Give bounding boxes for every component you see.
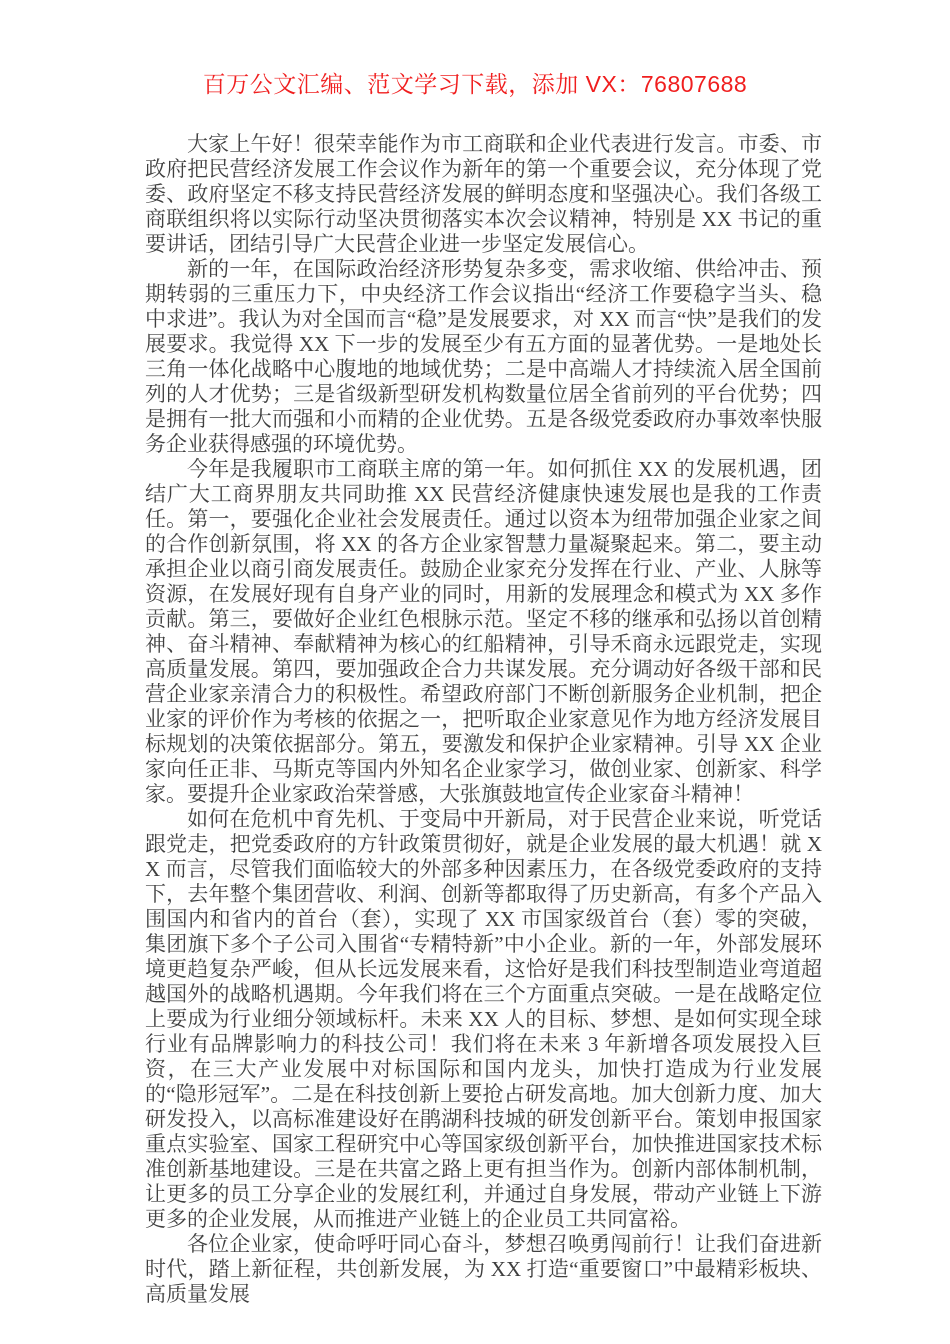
body-paragraph-5: 各位企业家，使命呼吁同心奋斗，梦想召唤勇闯前行！让我们奋进新时代，踏上新征程，共创新发展，为 XX 打造“重要窗口”中最精彩板块、高质量发展	[145, 1232, 822, 1306]
body-paragraph-4: 如何在危机中育先机、于变局中开新局，对于民营企业来说，听党话跟党走，把党委政府的方针政策贯彻好，就是企业发展的最大机遇！就 XX 而言，尽管我们面临较大的外部多种因素压力，在各级党委政府的支持下，去年整个集团营收、利润、创新等都取得了历史新高，有多个产品入围国内和省内的首台（套），实现了 XX 市国家级首台（套）零的突破，集团旗下多个子公司入围省“专精特新”中小企业。新的一年，外部发展环境更趋复杂严峻，但从长远发展来看，这恰好是我们科技型制造业弯道超越国外的战略机遇期。今年我们将在三个方面重点突破。一是在战略定位上要成为行业细分领域标杆。未来 XX 人的目标、梦想、是如何实现全球行业有品牌影响力的科技公司！我们将在未来 3 年新增各项发展投入巨资，在三大产业发展中对标国际和国内龙头，加快打造成为行业发展的“隐形冠军”。二是在科技创新上要抢占研发高地。加大创新力度、加大研发投入，以高标准建设好在鹃湖科技城的研发创新平台。策划申报国家重点实验室、国家工程研究中心等国家级创新平台，加快推进国家技术标准创新基地建设。三是在共富之路上更有担当作为。创新内部体制机制，让更多的员工分享企业的发展红利，并通过自身发展，带动产业链上下游更多的企业发展，从而推进产业链上的企业员工共同富裕。	[145, 807, 822, 1231]
document-body	[0, 99, 950, 1307]
promo-header-text: 百万公文汇编、范文学习下载，添加 VX：76807688	[202, 71, 748, 97]
body-paragraph-3: 今年是我履职市工商联主席的第一年。如何抓住 XX 的发展机遇，团结广大工商界朋友共同助推 XX 民营经济健康快速发展也是我的工作责任。第一，要强化企业社会发展责任。通过以资本为纽带加强企业家之间的合作创新氛围，将 XX 的各方企业家智慧力量凝聚起来。第二，要主动承担企业以商引商发展责任。鼓励企业家充分发挥在行业、产业、人脉等资源，在发展好现有自身产业的同时，用新的发展理念和模式为 XX 多作贡献。第三，要做好企业红色根脉示范。坚定不移的继承和弘扬以首创精神、奋斗精神、奉献精神为核心的红船精神，引导禾商永远跟党走，实现高质量发展。第四，要加强政企合力共谋发展。充分调动好各级干部和民营企业家亲清合力的积极性。希望政府部门不断创新服务企业机制，把企业家的评价作为考核的依据之一，把听取企业家意见作为地方经济发展目标规划的决策依据部分。第五，要激发和保护企业家精神。引导 XX 企业家向任正非、马斯克等国内外知名企业家学习，做创业家、创新家、科学家。要提升企业家政治荣誉感，大张旗鼓地宣传企业家奋斗精神！	[145, 457, 822, 806]
body-paragraph-2: 新的一年，在国际政治经济形势复杂多变，需求收缩、供给冲击、预期转弱的三重压力下，中央经济工作会议指出“经济工作要稳字当头、稳中求进”。我认为对全国而言“稳”是发展要求，对 XX 而言“快”是我们的发展要求。我觉得 XX 下一步的发展至少有五方面的显著优势。一是地处长三角一体化战略中心腹地的地域优势；二是中高端人才持续流入居全国前列的人才优势；三是省级新型研发机构数量位居全省前列的平台优势；四是拥有一批大而强和小而精的企业优势。五是各级党委政府办事效率快服务企业获得感强的环境优势。	[145, 257, 822, 456]
body-paragraph-1: 大家上午好！很荣幸能作为市工商联和企业代表进行发言。市委、市政府把民营经济发展工作会议作为新年的第一个重要会议，充分体现了党委、政府坚定不移支持民营经济发展的鲜明态度和坚强决心。我们各级工商联组织将以实际行动坚决贯彻落实本次会议精神，特别是 XX 书记的重要讲话，团结引导广大民营企业进一步坚定发展信心。	[145, 132, 822, 256]
